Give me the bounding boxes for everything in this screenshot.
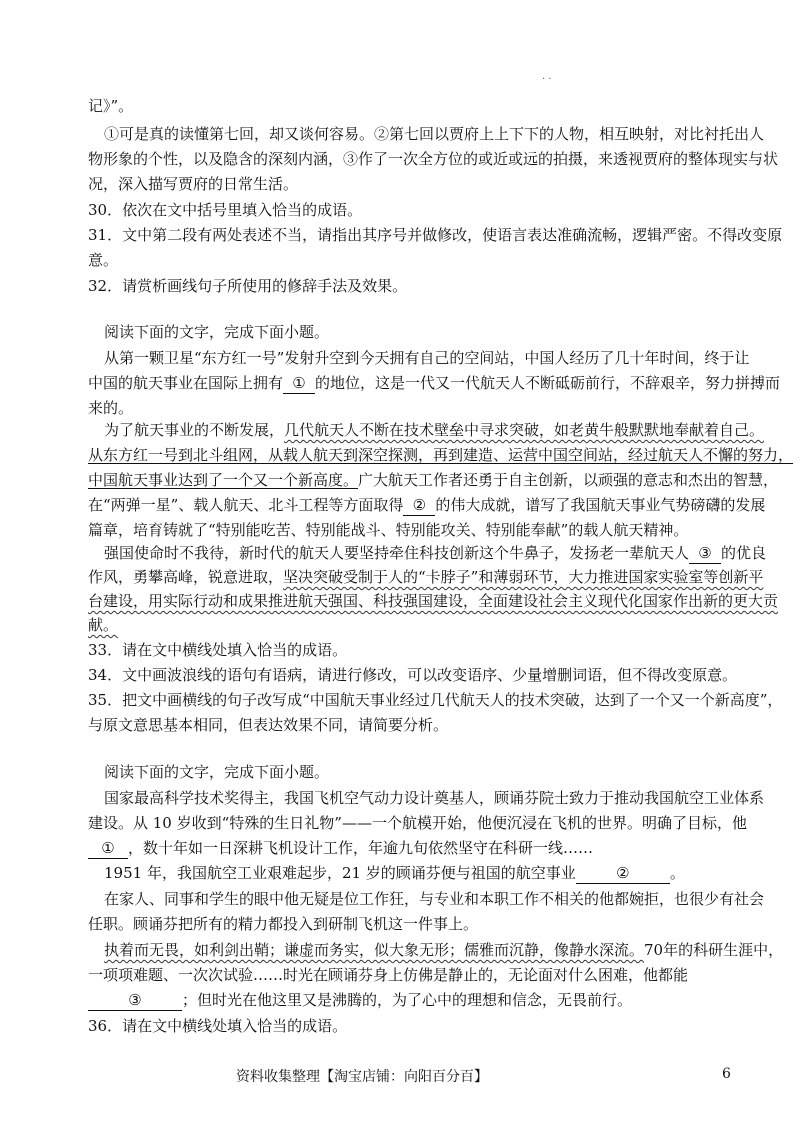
question-30: 30．依次在文中括号里填入恰当的成语。 bbox=[88, 201, 363, 219]
question-33: 33．请在文中横线处填入恰当的成语。 bbox=[88, 641, 348, 659]
question-32: 32．请赏析画线句子所使用的修辞手法及效果。 bbox=[88, 277, 408, 295]
text-segment: ；但时光在他这里又是沸腾的，为了心中的理想和信念，无畏前行。 bbox=[182, 991, 633, 1009]
fill-blank-p3-1[interactable]: ① bbox=[88, 838, 128, 859]
wavy-sentence-3: 执着而无畏，如利剑出鞘；谦虚而务实，似大象无形；儒雅而沉静，像静水深流。 bbox=[104, 941, 645, 959]
passage3-p1-line-2: 建设。从 10 岁收到“特殊的生日礼物”——一个航模开始，他便沉浸在飞机的世界。明确了目标，他 bbox=[88, 814, 747, 832]
passage3-p1-line-3 bbox=[88, 838, 593, 859]
footer-source: 资料收集整理【淘宝店铺：向阳百分百】 bbox=[236, 1069, 488, 1085]
intro-line-1: ①可是真的读懂第七回，却又谈何容易。②第七回以贾府上上下下的人物，相互映射，对比衬托出人 bbox=[104, 125, 765, 143]
text-segment: 中国的航天事业在国际上拥有 bbox=[88, 374, 284, 392]
page-number: 6 bbox=[722, 1066, 731, 1082]
passage2-p2-line-1 bbox=[104, 420, 764, 440]
text-segment: 1951 年，我国航空工业艰难起步，21 岁的顾诵芬便与祖国的航空事业 bbox=[104, 864, 576, 882]
passage3-p4-line-2: 一项项难题、一次次试验……时光在顾诵芬身上仿佛是静止的，无论面对什么困难，他都能 bbox=[88, 966, 689, 984]
top-fragment: 记》”。 bbox=[88, 97, 134, 115]
fill-blank-2[interactable]: ② bbox=[403, 495, 435, 516]
corner-marks: · · bbox=[542, 74, 552, 85]
question-34: 34．文中画波浪线的语句有语病，请进行修改，可以改变语序、少量增删词语，但不得改变原意。 bbox=[88, 666, 738, 684]
passage2-p2-line-4 bbox=[88, 495, 765, 516]
passage2-p1-line-2 bbox=[88, 373, 780, 394]
wavy-sentence-2c: 献。 bbox=[88, 616, 119, 634]
passage2-p2-line-5: 篇章，培育铸就了“特别能吃苦、特别能战斗、特别能攻关、特别能奉献”的载人航天精神。 bbox=[88, 521, 689, 539]
passage2-instruction: 阅读下面的文字，完成下面小题。 bbox=[104, 323, 330, 341]
underlined-sentence-end: 中国航天事业达到了一个又一个新高度。 bbox=[88, 471, 359, 489]
text-segment: 。 bbox=[669, 864, 685, 882]
fill-blank-1[interactable]: ① bbox=[283, 373, 315, 394]
text-segment: 广大航天工作者还勇于自主创新，以顽强的意志和杰出的智慧， bbox=[358, 471, 779, 489]
passage2-p3-line-2 bbox=[88, 567, 763, 587]
text-segment: 在“两弹一星”、载人航天、北斗工程等方面取得 bbox=[88, 496, 404, 514]
intro-line-3: 况，深入描写贾府的日常生活。 bbox=[88, 175, 299, 193]
passage3-p2 bbox=[104, 863, 685, 884]
passage2-p2-line-3 bbox=[88, 470, 778, 490]
text-segment: 作风，勇攀高峰，锐意进取， bbox=[88, 568, 284, 586]
passage3-p1-line-1: 国家最高科学技术奖得主，我国飞机空气动力设计奠基人，顾诵芬院士致力于推动我国航空工业体系 bbox=[104, 789, 765, 807]
question-35-line-1: 35．把文中画横线的句子改写成“中国航天事业经过几代航天人的技术突破，达到了一个又一个新高度”， bbox=[88, 691, 783, 709]
question-31-line-2: 意。 bbox=[88, 251, 119, 269]
text-segment: 的优良 bbox=[721, 544, 767, 562]
question-35-line-2: 与原文意思基本相同，但表达效果不同，请简要分析。 bbox=[88, 716, 449, 734]
fill-blank-p3-3[interactable]: ③ bbox=[88, 990, 182, 1011]
question-31-line-1: 31．文中第二段有两处表述不当，请指出其序号并做修改，使语言表达准确流畅，逻辑严密。不得改变原 bbox=[88, 226, 783, 244]
passage3-p4-line-3 bbox=[88, 990, 632, 1011]
passage3-p3-line-2: 任职。顾诵芬把所有的精力都投入到研制飞机这一件事上。 bbox=[88, 915, 479, 933]
text-segment: 强国使命时不我待，新时代的航天人要坚持牵住科技创新这个牛鼻子，发扬老一辈航天人 bbox=[104, 544, 690, 562]
intro-line-2: 物形象的个性，以及隐含的深刻内涵，③作了一次全方位的或近或远的拍摄，来透视贾府的整体现实与状 bbox=[88, 150, 779, 168]
text-segment: 的伟大成就，谱写了我国航天事业气势磅礴的发展 bbox=[435, 496, 766, 514]
text-segment: 70年的科研生涯中， bbox=[644, 941, 784, 959]
fill-blank-3[interactable]: ③ bbox=[689, 543, 721, 564]
text-segment: ，数十年如一日深耕飞机设计工作，年逾九旬依然坚守在科研一线…… bbox=[128, 839, 594, 857]
fill-blank-p3-2[interactable]: ② bbox=[576, 863, 670, 884]
wavy-sentence-1: 几代航天人不断在技术壁垒中寻求突破，如老黄牛般默默地奉献着自己。 bbox=[284, 421, 765, 439]
passage3-p3-line-1: 在家人、同事和学生的眼中他无疑是位工作狂，与专业和本职工作不相关的他都婉拒，也很少有社会 bbox=[104, 890, 765, 908]
question-36: 36．请在文中横线处填入恰当的成语。 bbox=[88, 1017, 348, 1035]
passage2-p1-line-1: 从第一颗卫星“东方红一号”发射升空到今天拥有自己的空间站，中国人经历了几十年时间，终于让 bbox=[104, 349, 750, 367]
passage3-p4-line-1 bbox=[104, 940, 783, 960]
text-segment: 为了航天事业的不断发展， bbox=[104, 421, 285, 439]
text-segment: 的地位，这是一代又一代航天人不断砥砺前行，不辞艰辛，努力拼搏而 bbox=[315, 374, 781, 392]
wavy-sentence-2a: 坚决突破受制于人的“卡脖子”和薄弱环节，大力推进国家实验室等创新平 bbox=[283, 568, 764, 586]
passage2-p2-line-2-underlined: 从东方红一号到北斗组网，从载人航天到深空探测，再到建造、运营中国空间站，经过航天人不懈的努力， bbox=[88, 446, 794, 464]
passage2-p3-line-1 bbox=[104, 543, 766, 564]
passage2-p1-line-3: 来的。 bbox=[88, 399, 134, 417]
wavy-sentence-2b: 台建设，用实际行动和成果推进航天强国、科技强国建设，全面建设社会主义现代化国家作出新的更大贡 bbox=[88, 592, 779, 610]
passage3-instruction: 阅读下面的文字，完成下面小题。 bbox=[104, 763, 330, 781]
